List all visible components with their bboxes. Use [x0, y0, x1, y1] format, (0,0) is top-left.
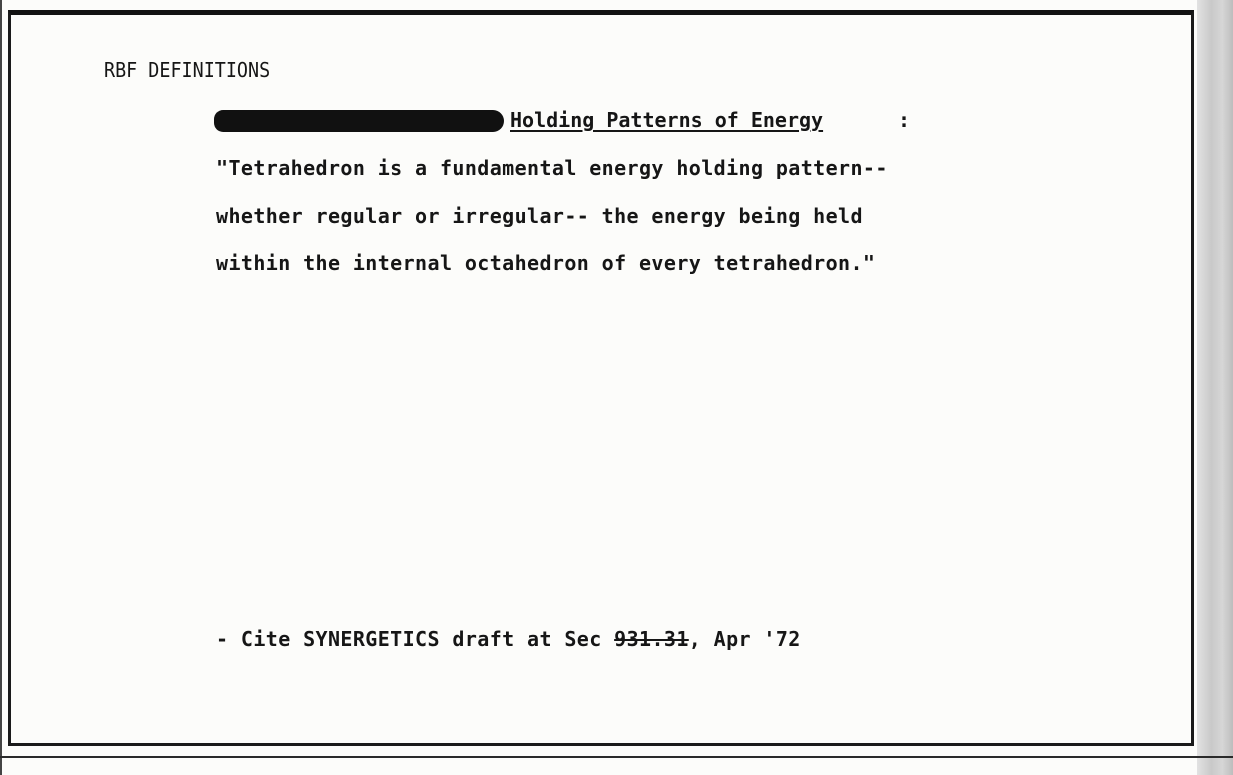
- definition-title: Holding Patterns of Energy: [510, 108, 824, 132]
- quote-line-2: whether regular or irregular-- the energy being held: [216, 204, 863, 228]
- next-card-edge: [0, 756, 1233, 775]
- definition-title-colon: :: [898, 108, 911, 132]
- citation-section: 931.31: [614, 627, 689, 651]
- citation-prefix: - Cite SYNERGETICS draft at Sec: [216, 627, 615, 651]
- quote-line-3: within the internal octahedron of every tetrahedron.": [216, 251, 876, 275]
- scan-edge-shadow: [1197, 0, 1233, 775]
- citation-line: [216, 627, 801, 651]
- left-margin-rule: [0, 0, 2, 775]
- quote-line-1: "Tetrahedron is a fundamental energy holding pattern--: [216, 156, 888, 180]
- citation-suffix: , Apr '72: [688, 627, 801, 651]
- redaction-block: [214, 110, 504, 132]
- card-header: RBF DEFINITIONS: [104, 58, 271, 82]
